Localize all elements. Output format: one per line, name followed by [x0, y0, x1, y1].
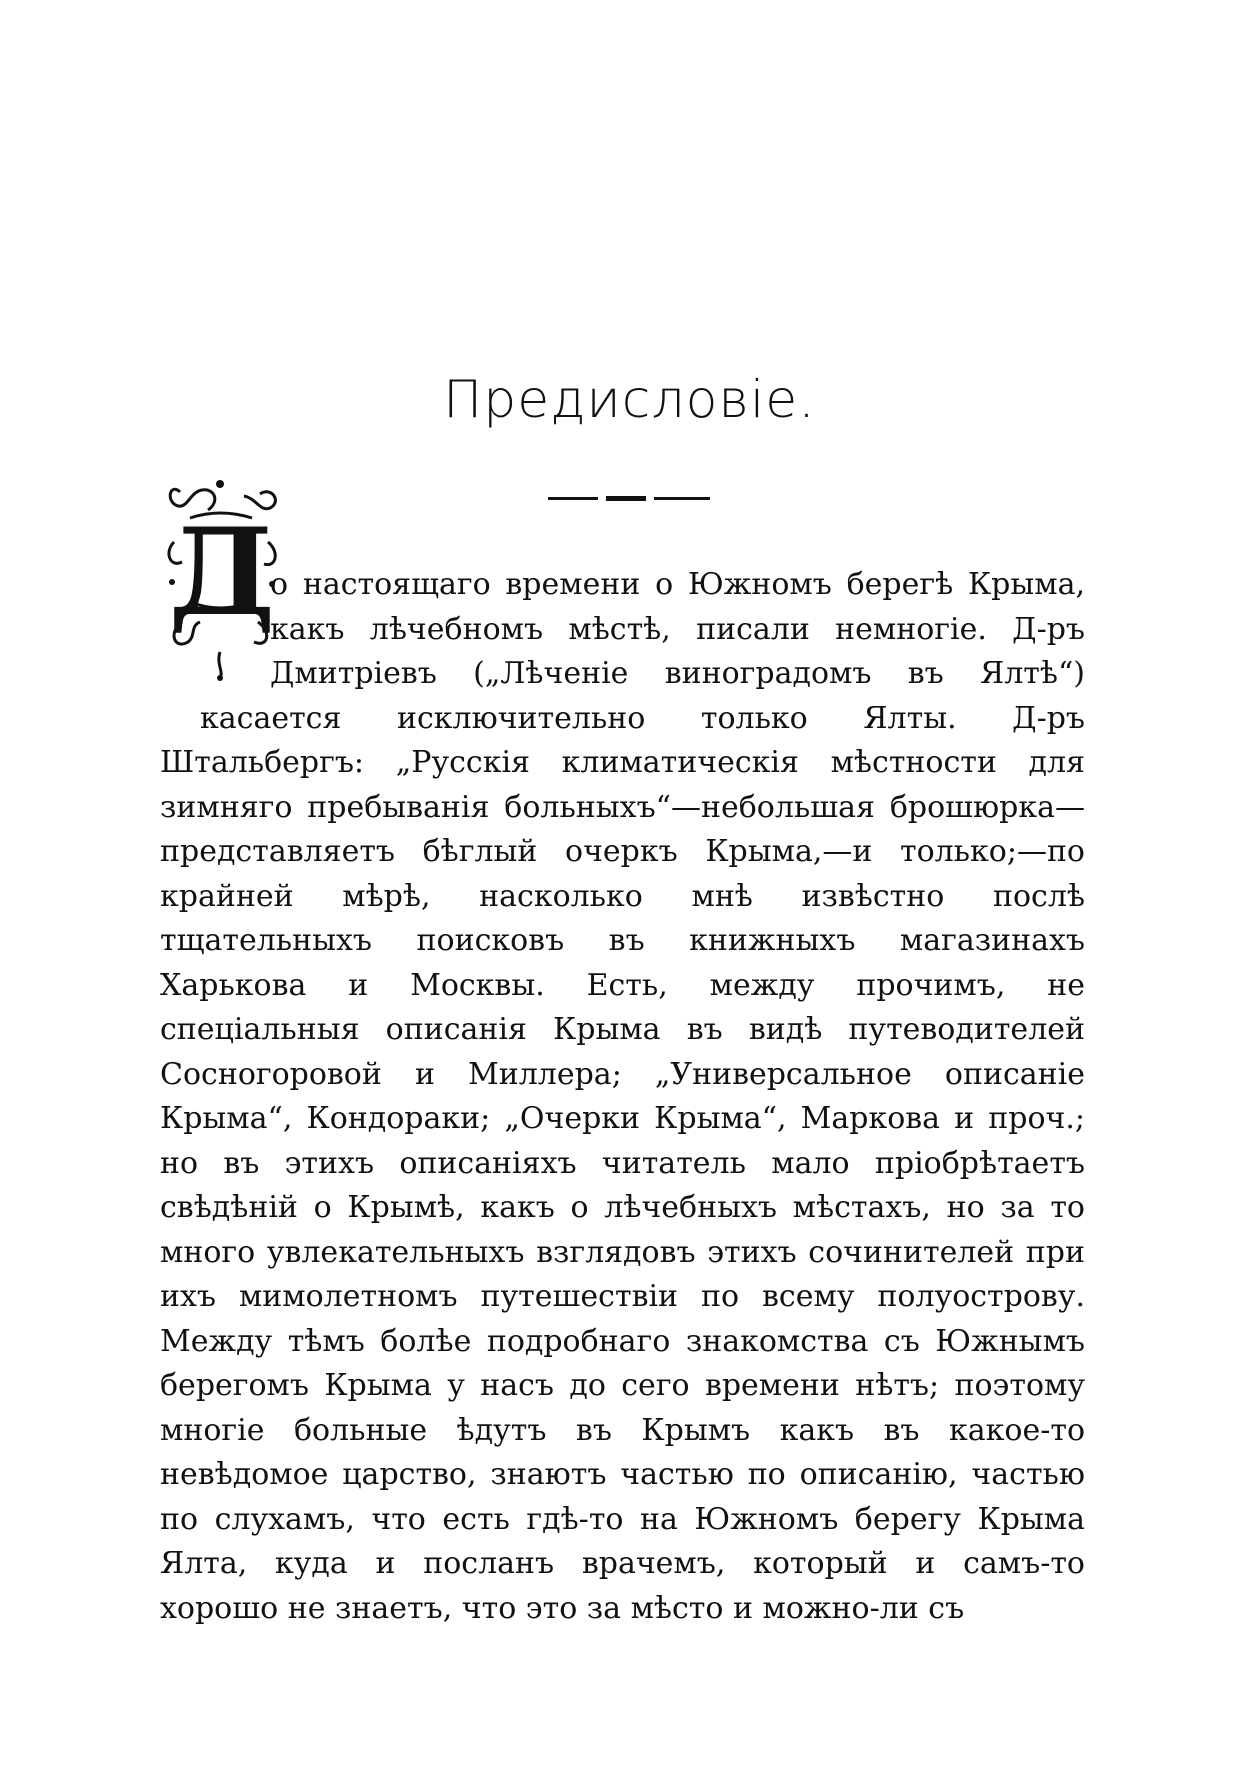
page-title: Предисловіе. [443, 370, 816, 430]
preface-body [160, 563, 1085, 1631]
title-rule-left [548, 497, 598, 500]
preface-paragraph: о настоящаго времени о Южномъ берегѣ Крыма, какъ лѣчебномъ мѣстѣ, писали немногіе. Д-ръ Дмитріевъ („Лѣченіе виноградомъ въ Ялтѣ“) касается исключительно только Ялты. Д-ръ Штальбергъ: „Русскія климатическія мѣстности для зимняго пребыванія больныхъ“—небольшая брошюрка—представляетъ бѣглый очеркъ Крыма,—и только;—по крайней мѣрѣ, насколько мнѣ извѣстно послѣ тщательныхъ поисковъ въ книжныхъ магазинахъ Харькова и Москвы. Есть, между прочимъ, не спеціальныя описанія Крыма въ видѣ путеводителей Сосногоровой и Миллера; „Универсальное описаніе Крыма“, Кондораки; „Очерки Крыма“, Маркова и проч.; но въ этихъ описаніяхъ читатель мало пріобрѣтаетъ свѣдѣній о Крымѣ, какъ о лѣчебныхъ мѣстахъ, но за то много увлекательныхъ взглядовъ этихъ сочинителей при ихъ мимолетномъ путешествіи по всему полуострову. Между тѣмъ болѣе подробнаго знакомства съ Южнымъ берегомъ Крыма у насъ до сего времени нѣтъ; поэтому многіе больные ѣдутъ въ Крымъ какъ въ какое-то невѣдомое царство, знаютъ частью по описанію, частью по слухамъ, что есть гдѣ-то на Южномъ берегу Крыма Ялта, куда и посланъ врачемъ, который и самъ-то хорошо не знаетъ, что это за мѣсто и можно-ли съ [160, 567, 1085, 1626]
dropcap-tail-spacer [160, 688, 200, 718]
title-rule-center [606, 496, 646, 501]
title-rule-right [654, 497, 710, 500]
dropcap-letter: Д [168, 502, 276, 643]
dropcap-spacer [160, 563, 270, 688]
